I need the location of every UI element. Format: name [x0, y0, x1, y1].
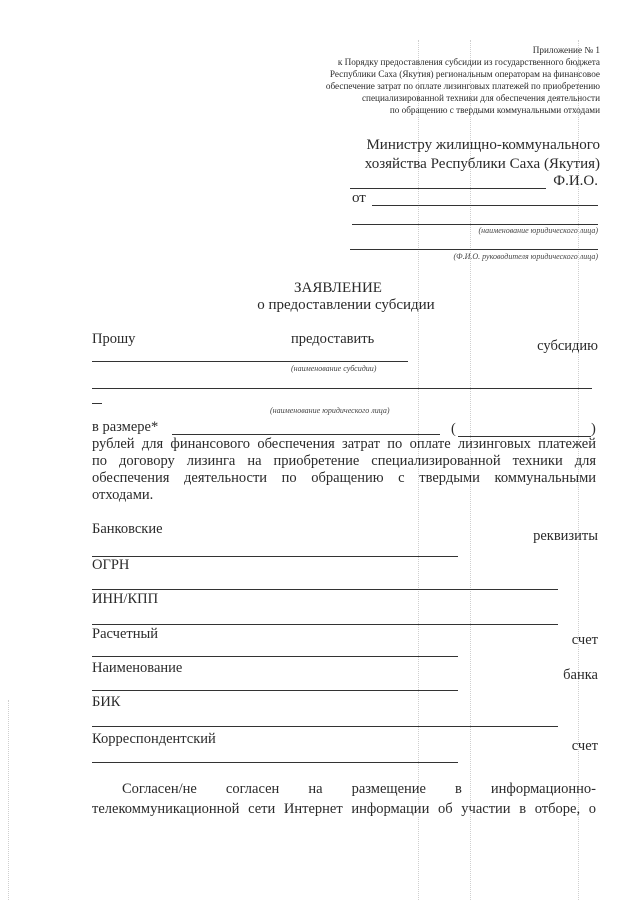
amount-label: в размере* — [92, 419, 159, 435]
bank-details-line[interactable] — [92, 556, 458, 557]
appendix-number: Приложение № 1 — [532, 45, 600, 55]
paren-open: ( — [451, 421, 456, 437]
appendix-line: к Порядку предоставления субсидии из государственного бюджета — [337, 57, 600, 67]
corr-account-label: Корреспондентский — [92, 731, 216, 747]
document-subtitle: о предоставлении субсидии — [257, 297, 435, 313]
purpose-line: отходами. — [92, 487, 154, 503]
short-dash — [92, 403, 102, 404]
word-subsidiyu: субсидию — [537, 338, 598, 354]
appendix-block — [220, 44, 600, 116]
consent-line: Согласен/не согласен на размещение в информационно- — [122, 781, 596, 797]
ogrn-label: ОГРН — [92, 557, 130, 573]
purpose-line: обеспечения деятельности по обращению с твердыми коммунальными — [92, 470, 596, 486]
hint-subsidy-name: (наименование субсидии) — [291, 364, 377, 373]
appendix-line: Республики Саха (Якутия) региональным операторам на финансовое — [329, 69, 600, 79]
account-line[interactable] — [92, 656, 458, 657]
purpose-line: по договору лизинга на приобретение специализированной техники для — [92, 453, 596, 469]
bank-name-label: Наименование — [92, 660, 183, 676]
ogrn-line[interactable] — [92, 589, 558, 590]
appendix-line: по обращению с твердыми коммунальными отходами — [389, 105, 600, 115]
head-name-line[interactable] — [350, 249, 598, 250]
addressee-line-1: Министру жилищно-коммунального — [366, 137, 600, 153]
from-underline[interactable] — [372, 205, 598, 206]
subsidy-name-line[interactable] — [92, 361, 408, 362]
account-label: Расчетный — [92, 626, 158, 642]
paren-close: ) — [591, 421, 596, 437]
addressee-line-2: хозяйства Республики Саха (Якутия) — [364, 156, 600, 172]
bank-name-line[interactable] — [92, 690, 458, 691]
bank-label: Банковские — [92, 521, 163, 537]
amount-digits-line[interactable] — [172, 434, 440, 435]
inn-kpp-line[interactable] — [92, 624, 558, 625]
legal-entity-line[interactable] — [92, 388, 592, 389]
purpose-line: рублей для финансового обеспечения затрат по оплате лизинговых платежей — [92, 436, 596, 452]
word-predostavit: предоставить — [291, 331, 375, 347]
hint-legal-entity: (наименование юридического лица) — [270, 406, 390, 415]
bik-label: БИК — [92, 694, 121, 710]
scan-artifact — [8, 700, 9, 900]
from-label: от — [352, 190, 366, 206]
corr-account-label-right: счет — [571, 738, 598, 754]
inn-kpp-label: ИНН/КПП — [92, 591, 159, 607]
account-label-right: счет — [571, 632, 598, 648]
appendix-line: специализированной техники для обеспечения деятельности — [361, 93, 600, 103]
appendix-line: обеспечение затрат по оплате лизинговых платежей по приобретению — [325, 81, 600, 91]
bik-line[interactable] — [92, 726, 558, 727]
bank-name-label-right: банка — [563, 667, 598, 683]
word-proshu: Прошу — [92, 331, 136, 347]
corr-account-line[interactable] — [92, 762, 458, 763]
hint-legal-entity: (наименование юридического лица) — [478, 226, 598, 235]
hint-head-name: (Ф.И.О. руководителя юридического лица) — [453, 252, 598, 261]
fio-underline — [350, 188, 546, 189]
legal-name-line[interactable] — [352, 224, 598, 225]
consent-line: телекоммуникационной сети Интернет информации об участии в отборе, о — [92, 801, 596, 817]
addressee-fio: Ф.И.О. — [553, 173, 598, 189]
document-title: ЗАЯВЛЕНИЕ — [294, 280, 382, 296]
bank-label-right: реквизиты — [533, 528, 598, 544]
